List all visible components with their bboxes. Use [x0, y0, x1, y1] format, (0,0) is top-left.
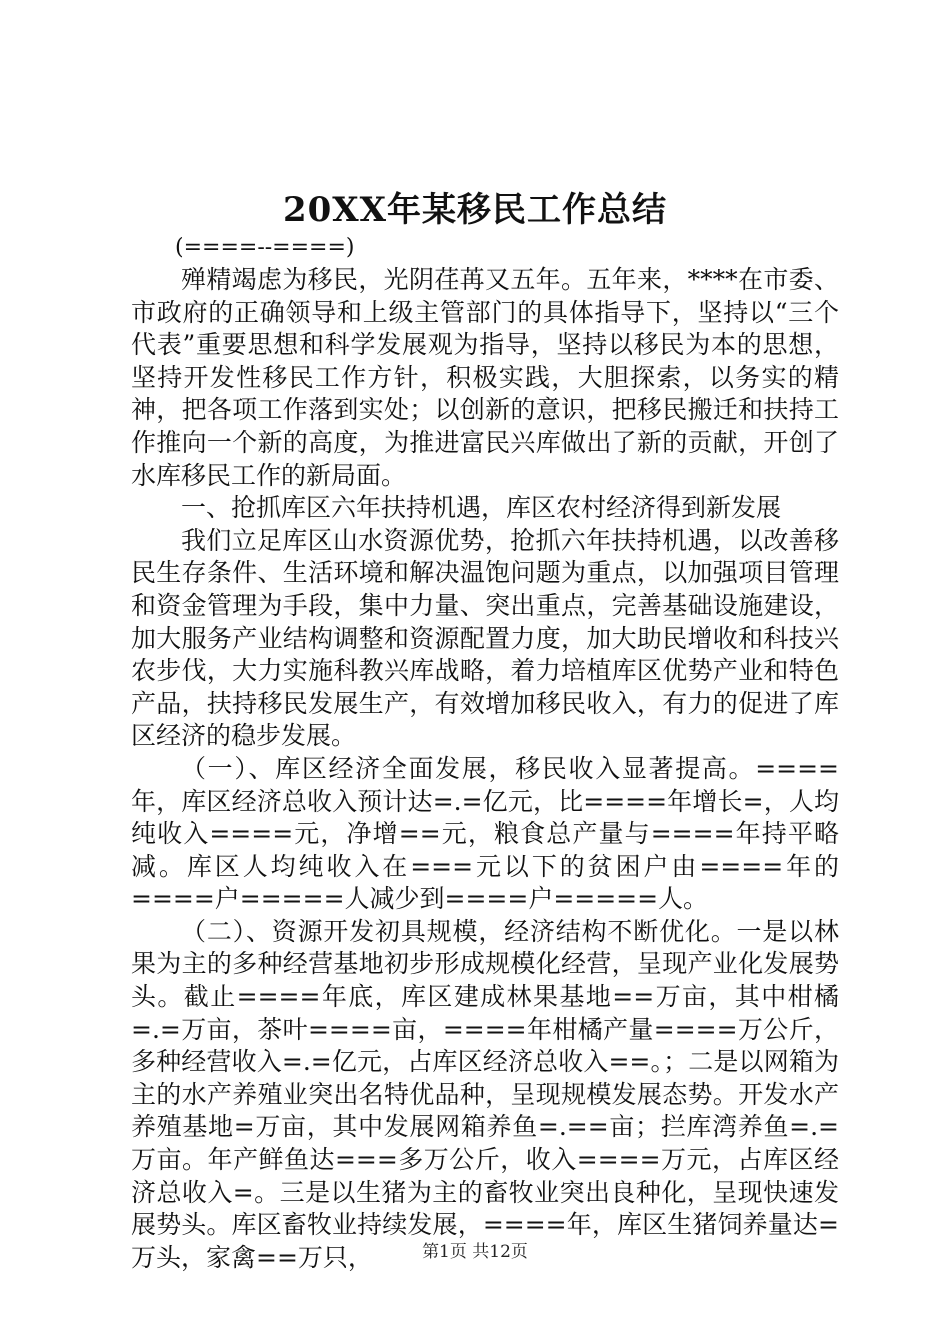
- document-body: [131, 234, 839, 1274]
- document-title: 20XX年某移民工作总结: [282, 190, 668, 230]
- section-heading-1: 一、抢抓库区六年扶持机遇，库区农村经济得到新发展: [181, 493, 782, 523]
- paragraph-subsection-1: （一）、库区经济全面发展，移民收入显著提高。====年，库区经济总收入预计达=.=亿元，比====年增长=，人均纯收入====元，净增==元，粮食总产量与====年持平略减。库区人均纯收入在===元以下的贫困户由====年的====户=====人减少到====户=====人。: [131, 753, 839, 914]
- document-subtitle: (====--====): [175, 235, 355, 260]
- paragraph-intro: 殚精竭虑为移民，光阴荏苒又五年。五年来，****在市委、市政府的正确领导和上级主管部门的具体指导下，坚持以“三个代表”重要思想和科学发展观为指导，坚持以移民为本的思想，坚持开发性移民工作方针，积极实践，大胆探索，以务实的精神，把各项工作落到实处；以创新的意识，把移民搬迁和扶持工作推向一个新的高度，为推进富民兴库做出了新的贡献，开创了水库移民工作的新局面。: [131, 265, 839, 490]
- paragraph-subsection-2: （二）、资源开发初具规模，经济结构不断优化。一是以林果为主的多种经营基地初步形成规模化经营，呈现产业化发展势头。截止====年底，库区建成林果基地==万亩，其中柑橘=.=万亩，茶叶====亩，====年柑橘产量====万公斤，多种经营收入=.=亿元，占库区经济总收入==。；二是以网箱为主的水产养殖业突出名特优品种，呈现规模发展态势。开发水产养殖基地=万亩，其中发展网箱养鱼=.==亩；拦库湾养鱼=.=万亩。年产鲜鱼达===多万公斤，收入====万元，占库区经济总收入=。三是以生猪为主的畜牧业突出良种化，呈现快速发展势头。库区畜牧业持续发展，====年，库区生猪饲养量达=万头，家禽==万只，: [131, 916, 839, 1272]
- paragraph-section-1: 我们立足库区山水资源优势，抢抓六年扶持机遇，以改善移民生存条件、生活环境和解决温饱问题为重点，以加强项目管理和资金管理为手段，集中力量、突出重点，完善基础设施建设，加大服务产业结构调整和资源配置力度，加大助民增收和科技兴农步伐，大力实施科教兴库战略，着力培植库区优势产业和特色产品，扶持移民发展生产，有效增加移民收入，有力的促进了库区经济的稳步发展。: [131, 525, 839, 751]
- page-footer: 第1页 共12页: [422, 1242, 528, 1262]
